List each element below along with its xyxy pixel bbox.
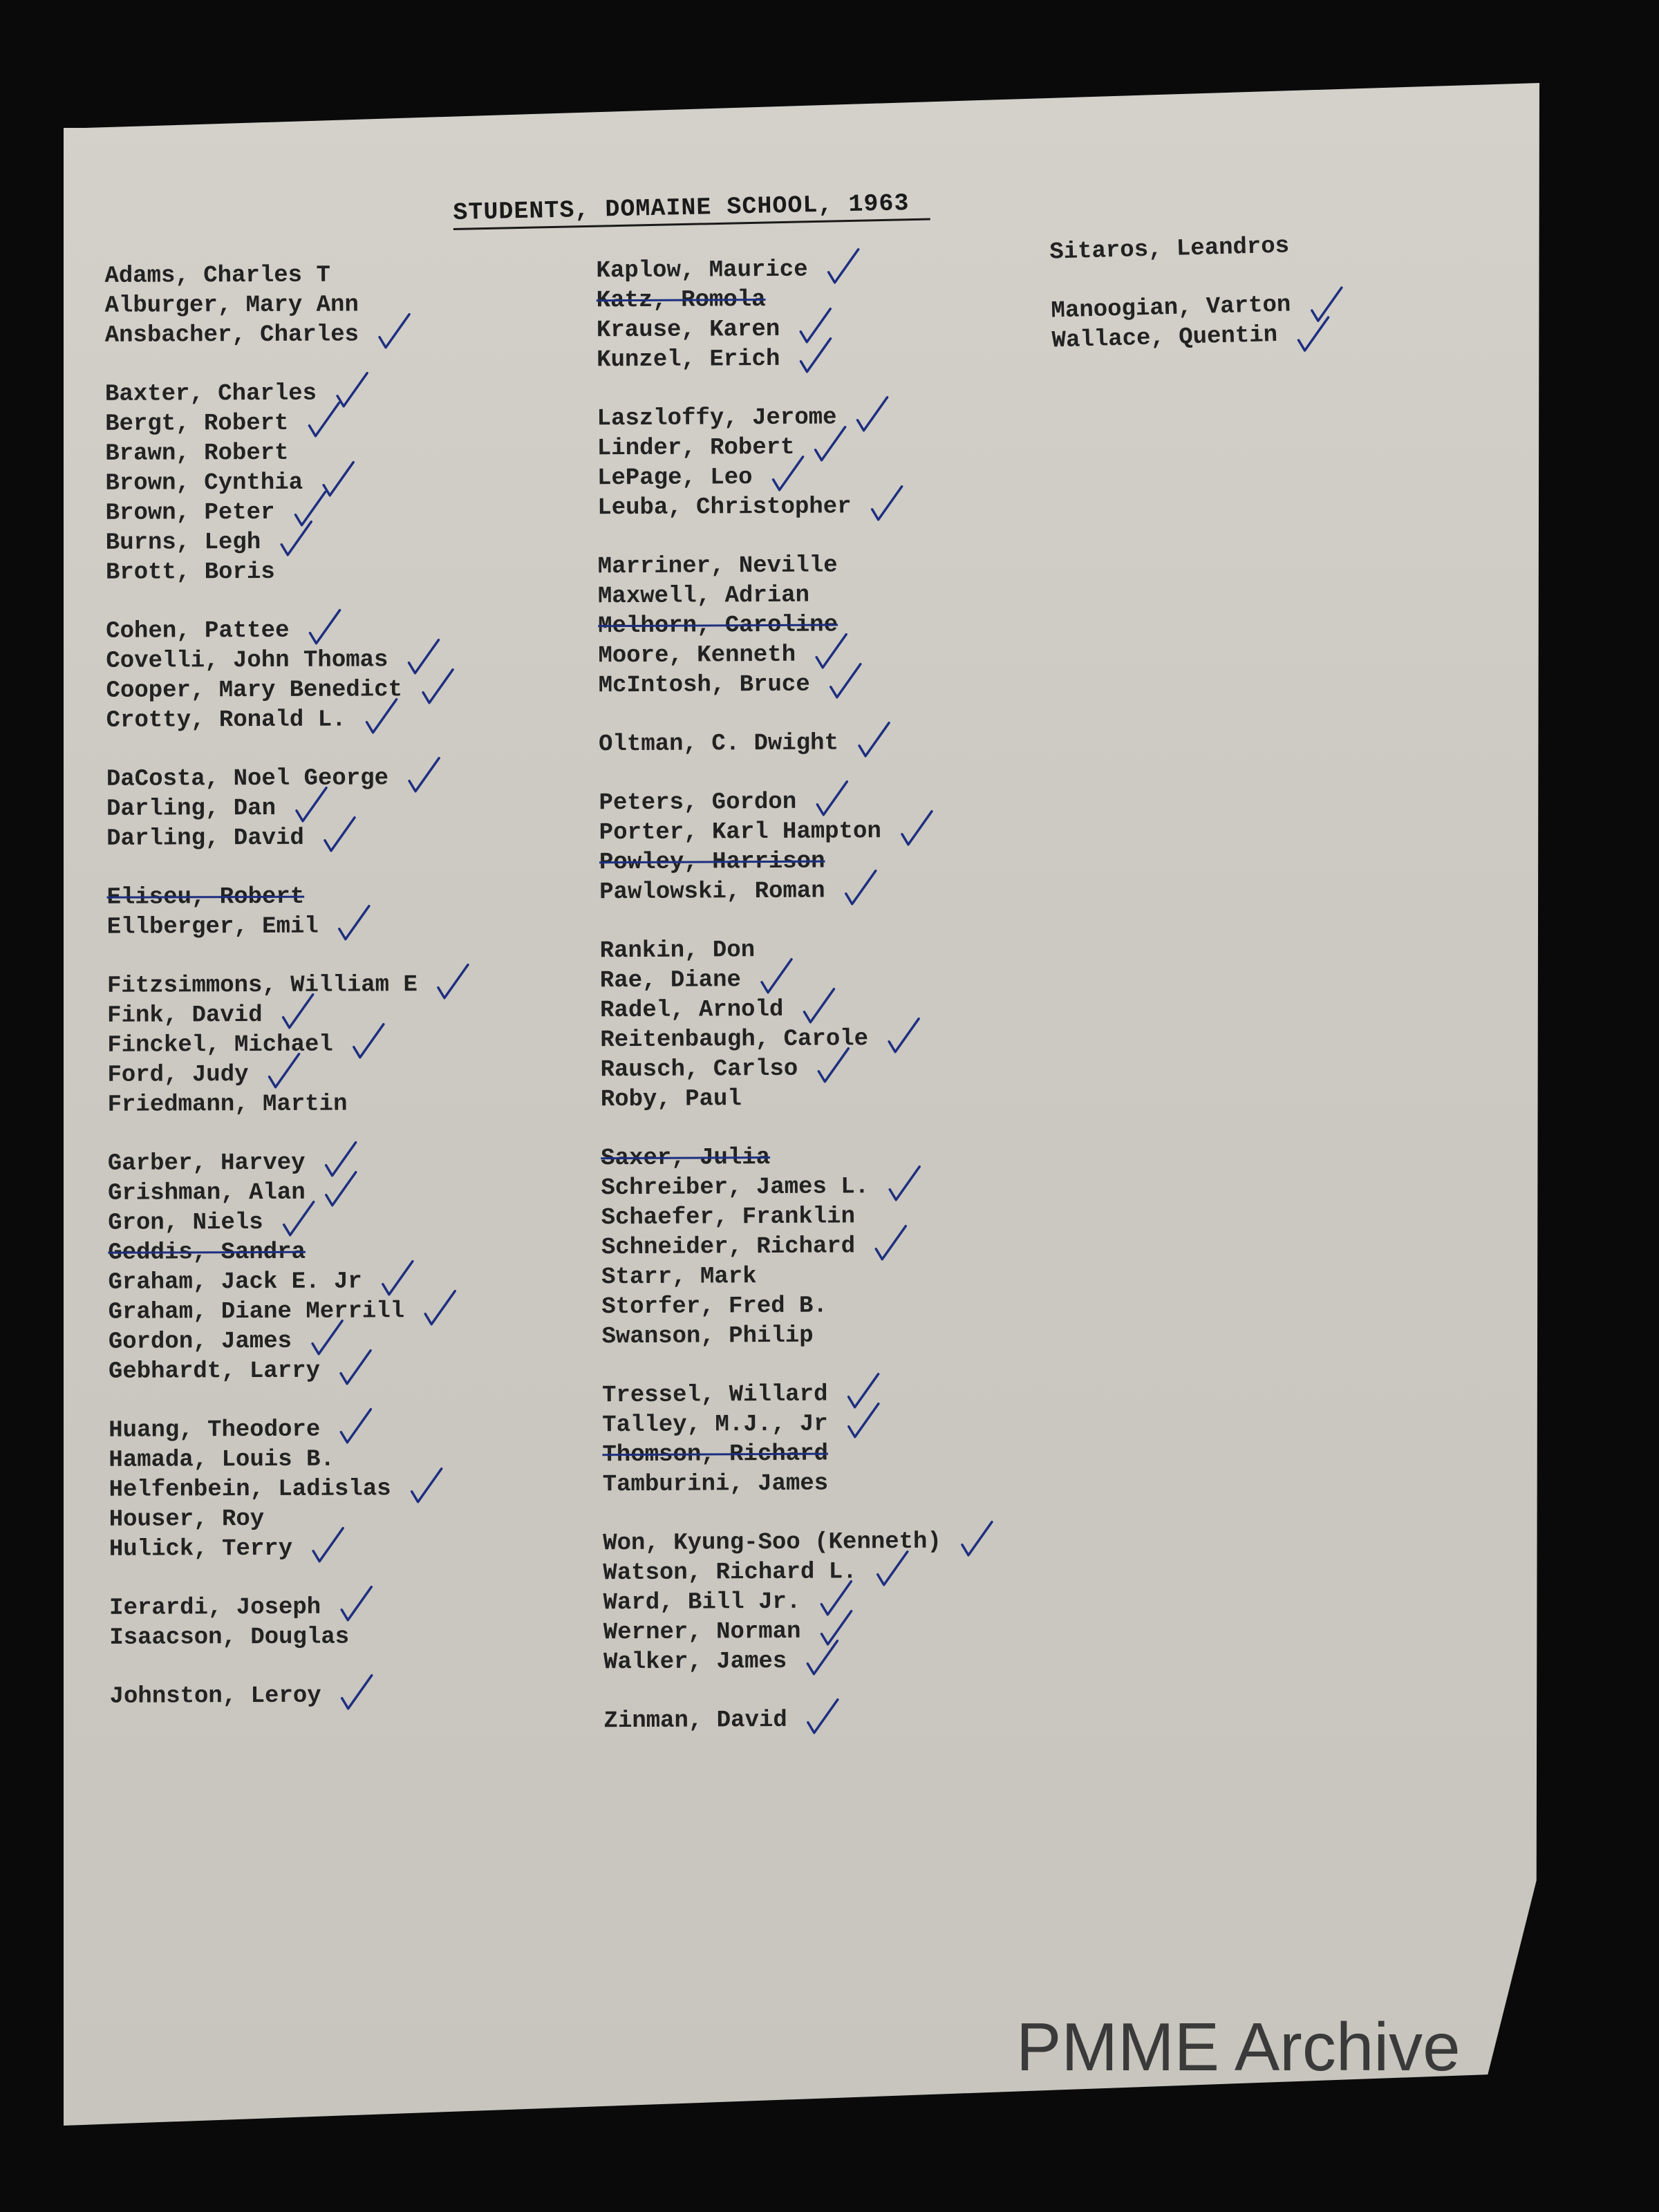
- student-name: Roby, Paul: [600, 1086, 742, 1114]
- student-name: Houser, Roy: [109, 1506, 265, 1533]
- student-name: Brott, Boris: [105, 559, 275, 586]
- student-name: Fink, David: [107, 1002, 263, 1029]
- student-name: Melhorn, Caroline: [598, 612, 838, 640]
- student-name: Hamada, Louis B.: [109, 1446, 335, 1474]
- student-name: McIntosh, Bruce: [598, 671, 810, 700]
- student-name: Bergt, Robert: [105, 410, 289, 438]
- student-name: Graham, Diane Merrill: [108, 1298, 405, 1326]
- student-name: Cooper, Mary Benedict: [106, 677, 403, 704]
- student-name: Talley, M.J., Jr: [602, 1411, 828, 1439]
- student-name: Grishman, Alan: [107, 1179, 306, 1207]
- student-name: Baxter, Charles: [104, 380, 317, 408]
- student-name: Gordon, James: [108, 1328, 292, 1356]
- student-name: LePage, Leo: [597, 465, 753, 492]
- student-name: Saxer, Julia: [601, 1144, 771, 1172]
- student-name: Alburger, Mary Ann: [104, 292, 359, 319]
- student-name: Schreiber, James L.: [601, 1174, 870, 1202]
- list-gap: [602, 1351, 941, 1382]
- list-gap: [106, 853, 417, 883]
- student-name: Adams, Charles T: [104, 262, 330, 290]
- student-name: Darling, Dan: [106, 795, 276, 823]
- student-name: Marriner, Neville: [597, 552, 838, 581]
- student-name: Rausch, Carlso: [600, 1056, 798, 1084]
- student-name: Wallace, Quentin: [1051, 321, 1278, 355]
- list-gap: [109, 1652, 420, 1683]
- list-gap: [108, 1119, 418, 1150]
- student-name: Eliseu, Robert: [106, 883, 305, 911]
- student-name: Huang, Theodore: [109, 1416, 321, 1444]
- student-name: Reitenbaugh, Carole: [600, 1026, 869, 1054]
- student-name: Gron, Niels: [108, 1209, 263, 1237]
- student-name: Garber, Harvey: [107, 1150, 306, 1177]
- student-name: Katz, Romola: [596, 287, 766, 315]
- student-name: DaCosta, Noel George: [106, 765, 389, 793]
- archive-watermark: PMME Archive: [1016, 2009, 1461, 2085]
- list-gap: [599, 700, 937, 731]
- student-name: Leuba, Christopher: [597, 494, 852, 522]
- student-name: Ellberger, Emil: [106, 913, 319, 941]
- student-name: Porter, Karl Hampton: [599, 818, 881, 847]
- student-name: Moore, Kenneth: [598, 641, 796, 670]
- list-gap: [599, 758, 937, 789]
- student-name: Manoogian, Varton: [1051, 292, 1291, 325]
- student-name: Starr, Mark: [601, 1264, 757, 1291]
- student-name: Ward, Bill Jr.: [603, 1588, 801, 1617]
- list-gap: [599, 906, 938, 937]
- student-name: Krause, Karen: [596, 316, 780, 344]
- student-name: Swanson, Philip: [601, 1322, 814, 1351]
- student-name: Rae, Diane: [599, 967, 742, 995]
- student-name: Brawn, Robert: [105, 440, 289, 467]
- student-name: Tressel, Willard: [601, 1381, 828, 1409]
- student-name: Oltman, C. Dwight: [598, 730, 839, 758]
- student-column-2: [596, 255, 942, 1737]
- list-gap: [107, 941, 418, 972]
- student-name: Storfer, Fred B.: [601, 1293, 827, 1321]
- student-name: Hulick, Terry: [109, 1535, 293, 1563]
- student-name: Werner, Norman: [603, 1618, 801, 1647]
- student-name: Helfenbein, Ladislas: [109, 1476, 391, 1503]
- student-name: Peters, Gordon: [599, 789, 797, 817]
- student-name: Burns, Legh: [105, 529, 261, 556]
- list-gap: [601, 1114, 939, 1145]
- student-name: Powley, Harrison: [599, 848, 825, 877]
- list-gap: [597, 374, 935, 405]
- student-name: Linder, Robert: [597, 434, 795, 462]
- list-gap: [106, 735, 417, 765]
- student-name: Ford, Judy: [107, 1062, 249, 1089]
- student-name: Isaacson, Douglas: [109, 1624, 350, 1651]
- student-name: Brown, Peter: [105, 499, 275, 527]
- student-name: Crotty, Ronald L.: [106, 706, 346, 734]
- student-name: Finckel, Michael: [107, 1031, 333, 1059]
- document-title: STUDENTS, DOMAINE SCHOOL, 1963: [453, 189, 930, 230]
- list-gap: [106, 587, 416, 617]
- student-name: Cohen, Pattee: [106, 617, 290, 645]
- student-name: Rankin, Don: [599, 937, 756, 965]
- list-gap: [109, 1386, 419, 1416]
- student-name: Fitzsimmons, William E: [106, 972, 418, 1000]
- student-name: Ierardi, Joseph: [109, 1594, 321, 1622]
- student-name: Friedmann, Martin: [107, 1091, 348, 1118]
- student-name: Geddis, Sandra: [108, 1239, 306, 1266]
- student-column-1: [104, 261, 420, 1712]
- student-name: Johnston, Leroy: [109, 1683, 321, 1710]
- student-name: Thomson, Richard: [602, 1441, 829, 1469]
- student-name: Won, Kyung-Soo (Kenneth): [603, 1528, 941, 1557]
- student-name: Gebhardt, Larry: [108, 1358, 321, 1385]
- student-name: Kaplow, Maurice: [596, 256, 808, 285]
- list-gap: [597, 522, 936, 553]
- student-name: Watson, Richard L.: [603, 1559, 857, 1587]
- student-name: Walker, James: [603, 1648, 787, 1676]
- student-name: Brown, Cynthia: [105, 469, 303, 497]
- student-name: Laszloffy, Jerome: [597, 404, 837, 433]
- student-name: Covelli, John Thomas: [106, 647, 388, 675]
- list-gap: [109, 1564, 420, 1594]
- student-column-3: [1049, 232, 1292, 356]
- student-name: Darling, David: [106, 825, 304, 852]
- student-name: Radel, Arnold: [600, 996, 784, 1024]
- student-name: Schaefer, Franklin: [601, 1203, 856, 1232]
- list-gap: [603, 1676, 942, 1707]
- student-name: Tamburini, James: [602, 1470, 829, 1499]
- student-name: Maxwell, Adrian: [597, 582, 810, 610]
- list-gap: [105, 350, 415, 380]
- student-name: Kunzel, Erich: [597, 346, 780, 374]
- student-name: Ansbacher, Charles: [104, 321, 359, 349]
- student-name: Schneider, Richard: [601, 1233, 856, 1262]
- student-name: Sitaros, Leandros: [1049, 233, 1290, 266]
- student-name: Zinman, David: [603, 1707, 787, 1735]
- student-name: Pawlowski, Roman: [599, 878, 825, 906]
- list-gap: [603, 1499, 941, 1530]
- student-name: Graham, Jack E. Jr: [108, 1268, 362, 1296]
